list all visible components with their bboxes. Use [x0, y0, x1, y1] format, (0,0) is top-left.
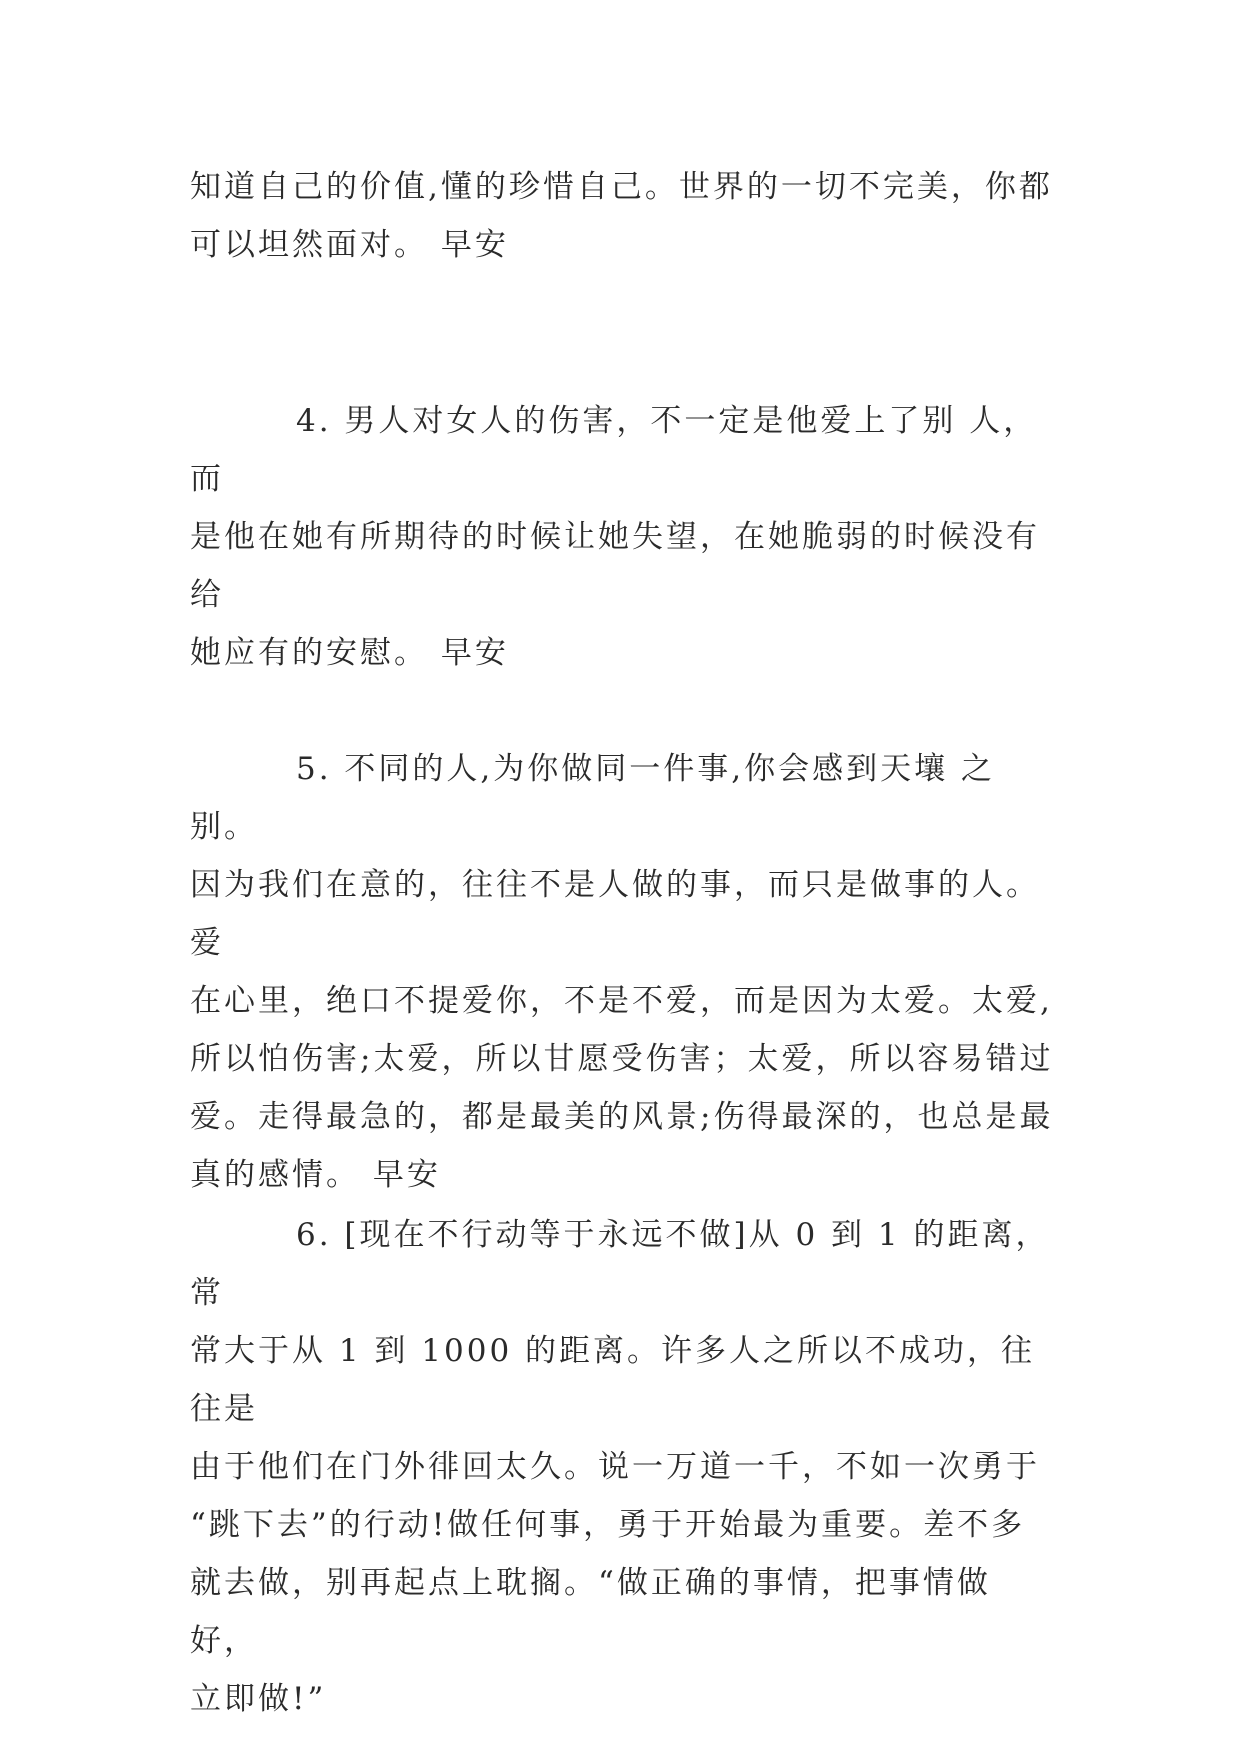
paragraph-item-6: 6. [现在不行动等于永远不做]从 0 到 1 的距离，常 常大于从 1 到 1000 的距离。许多人之所以不成功，往往是 由于他们在门外徘回太久。说一万道一千，不如一次勇于 “跳下去”的行动!做任何事，勇于开始最为重要。差不多 就去做，别再起点上耽搁。“做正确的事情，把事情做好， 立即做!” — [190, 1217, 1050, 1717]
paragraph-continuation: 知道自己的价值,懂的珍惜自己。世界的一切不完美，你都 可以坦然面对。 早安 — [190, 169, 1053, 263]
paragraph-item-4: 4. 男人对女人的伤害，不一定是他爱上了别 人，而 是他在她有所期待的时候让她失望，在她脆弱的时候没有给 她应有的安慰。 早安 — [190, 403, 1040, 671]
paragraph-item-5: 5. 不同的人,为你做同一件事,你会感到天壤 之别。 因为我们在意的，往往不是人做的事，而只是做事的人。爱 在心里，绝口不提爱你，不是不爱，而是因为太爱。太爱, 所以怕伤害;太爱，所以甘愿受伤害；太爱，所以容易错过 爱。走得最急的，都是最美的风景;伤得最深的，也总是最 真的感情。 早安 — [190, 751, 1054, 1193]
